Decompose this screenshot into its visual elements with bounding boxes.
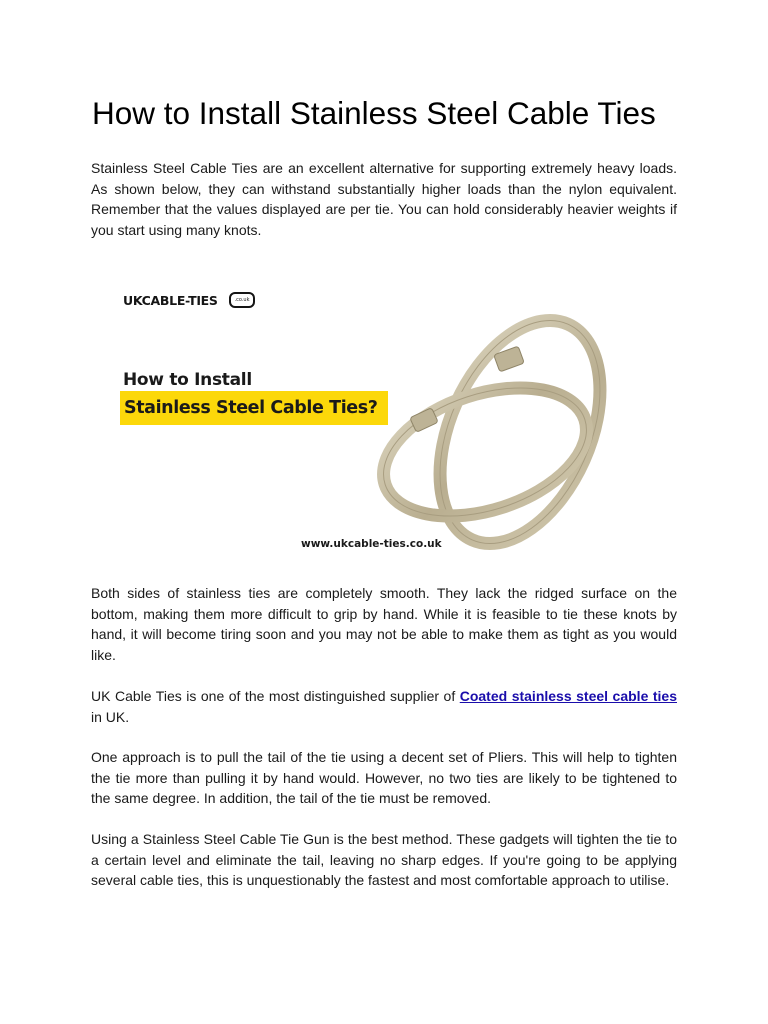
banner-heading-line2: Stainless Steel Cable Ties? bbox=[120, 391, 388, 425]
coated-cable-ties-link[interactable]: Coated stainless steel cable ties bbox=[459, 688, 677, 704]
smooth-surface-paragraph: Both sides of stainless ties are completely smooth. They lack the ridged surface on the bottom, making them more difficult to grip by hand. While it is feasible to tie these knots by hand, it will become tiring soon and you may not be able to make them as tight as you would like. bbox=[91, 585, 677, 664]
brand-domain-badge: .co.uk bbox=[229, 292, 255, 308]
supplier-suffix: in UK. bbox=[91, 708, 130, 725]
pliers-paragraph: One approach is to pull the tail of the tie using a decent set of Pliers. This will help to tighten the tie more than pulling it by hand would. However, no two ties are likely to be tightened to the same degree. In addition, the tail of the tie must be removed. bbox=[91, 749, 677, 807]
supplier-paragraph bbox=[91, 686, 677, 727]
article-banner-image bbox=[100, 262, 675, 562]
banner-heading-line1: How to Install bbox=[123, 370, 252, 390]
banner-url: www.ukcable-ties.co.uk bbox=[301, 538, 442, 550]
supplier-text: UK Cable Ties is one of the most distinguished supplier of bbox=[91, 688, 460, 704]
page-title: How to Install Stainless Steel Cable Ties bbox=[92, 95, 656, 131]
brand-logo: UKCABLE-TIES bbox=[123, 293, 218, 308]
intro-paragraph: Stainless Steel Cable Ties are an excellent alternative for supporting extremely heavy loads. As shown below, they can withstand substantially higher loads than the nylon equivalent. Remember that the values displayed are per tie. You can hold considerably heavier weights if you start using many knots. bbox=[91, 160, 677, 239]
tie-gun-paragraph: Using a Stainless Steel Cable Tie Gun is the best method. These gadgets will tighten the tie to a certain level and eliminate the tail, leaving no sharp edges. If you're going to be applying several cable ties, this is unquestionably the fastest and most comfortable approach to utilise. bbox=[91, 831, 677, 889]
